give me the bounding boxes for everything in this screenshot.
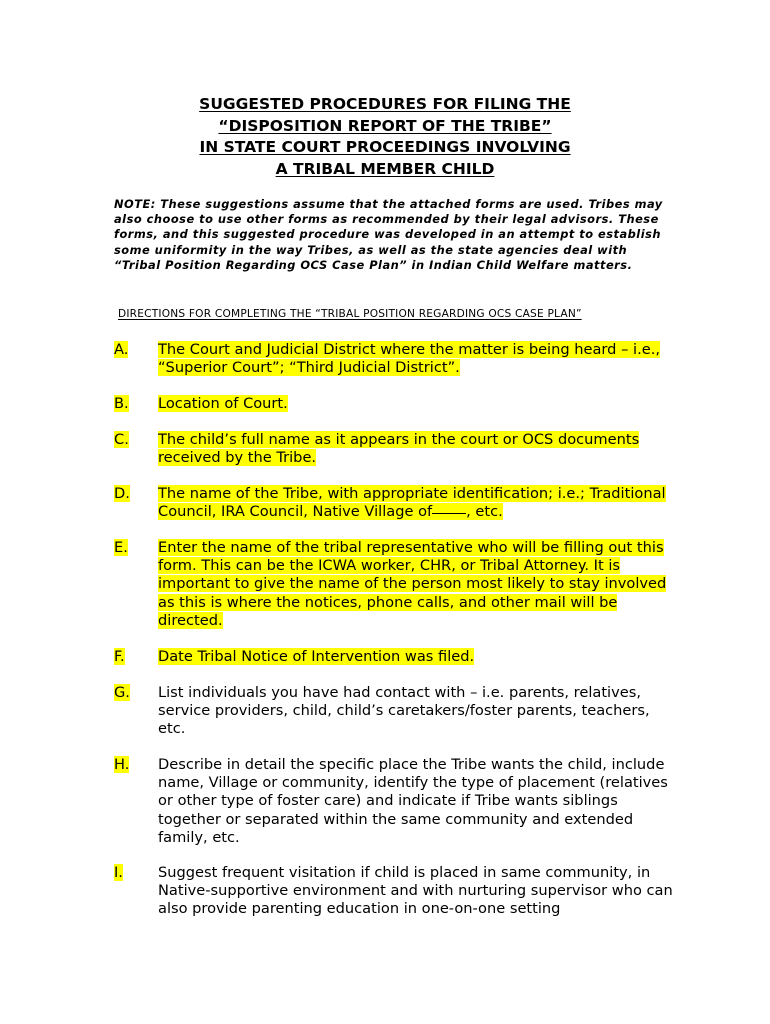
item-letter: D.: [114, 485, 130, 502]
item-letter: H.: [114, 756, 130, 773]
item-text: Location of Court.: [158, 395, 288, 412]
item-letter: E.: [114, 539, 128, 556]
blank-line: [432, 512, 466, 514]
item-text-end: , etc.: [466, 503, 503, 521]
item-letter: G.: [114, 684, 130, 701]
item-letter: C.: [114, 431, 129, 448]
item-text: The name of the Tribe, with appropriate identification; i.e.; Traditional Council, IRA Council, Native Village of: [158, 485, 666, 521]
title-line-4: A TRIBAL MEMBER CHILD: [275, 159, 495, 178]
title-line-2: “DISPOSITION REPORT OF THE TRIBE”: [218, 116, 552, 135]
item-text: Suggest frequent visitation if child is placed in same community, in Native-supportive environment and with nurturing supervisor who can also provide parenting education in one-on-one setting: [158, 864, 673, 918]
directions-heading: DIRECTIONS FOR COMPLETING THE “TRIBAL POSITION REGARDING OCS CASE PLAN”: [118, 308, 582, 320]
title-line-3: IN STATE COURT PROCEEDINGS INVOLVING: [199, 138, 571, 156]
title-line-1: SUGGESTED PROCEDURES FOR FILING THE: [199, 95, 571, 113]
document-title: [0, 94, 770, 180]
item-text: List individuals you have had contact with – i.e. parents, relatives, service providers, child, child’s caretakers/foster parents, teachers, etc.: [158, 684, 650, 738]
item-text: Date Tribal Notice of Intervention was filed.: [158, 648, 475, 665]
item-letter: A.: [114, 341, 129, 358]
item-letter: I.: [114, 864, 123, 881]
note-paragraph: NOTE: These suggestions assume that the attached forms are used. Tribes may also choose to use other forms as recommended by their legal advisors. These forms, and this suggested procedure was developed in an attempt to establish some uniformity in the way Tribes, as well as the state agencies deal with “Tribal Position Regarding OCS Case Plan” in Indian Child Welfare matters.: [114, 197, 663, 272]
item-letter: F.: [114, 648, 125, 665]
item-text: The Court and Judicial District where the matter is being heard – i.e., “Superior Court”; “Third Judicial District”.: [158, 341, 660, 377]
item-text: Enter the name of the tribal representative who will be filling out this form. This can be the ICWA worker, CHR, or Tribal Attorney. It is important to give the name of the person most likely to stay involved as this is where the notices, phone calls, and other mail will be directed.: [158, 539, 667, 629]
item-text: Describe in detail the specific place the Tribe wants the child, include name, Village or community, identify the type of placement (relatives or other type of foster care) and indicate if Tribe wants siblings together or separated within the same community and extended family, etc.: [158, 756, 668, 846]
item-text: The child’s full name as it appears in the court or OCS documents received by the Tribe.: [158, 431, 640, 467]
item-letter: B.: [114, 395, 129, 412]
